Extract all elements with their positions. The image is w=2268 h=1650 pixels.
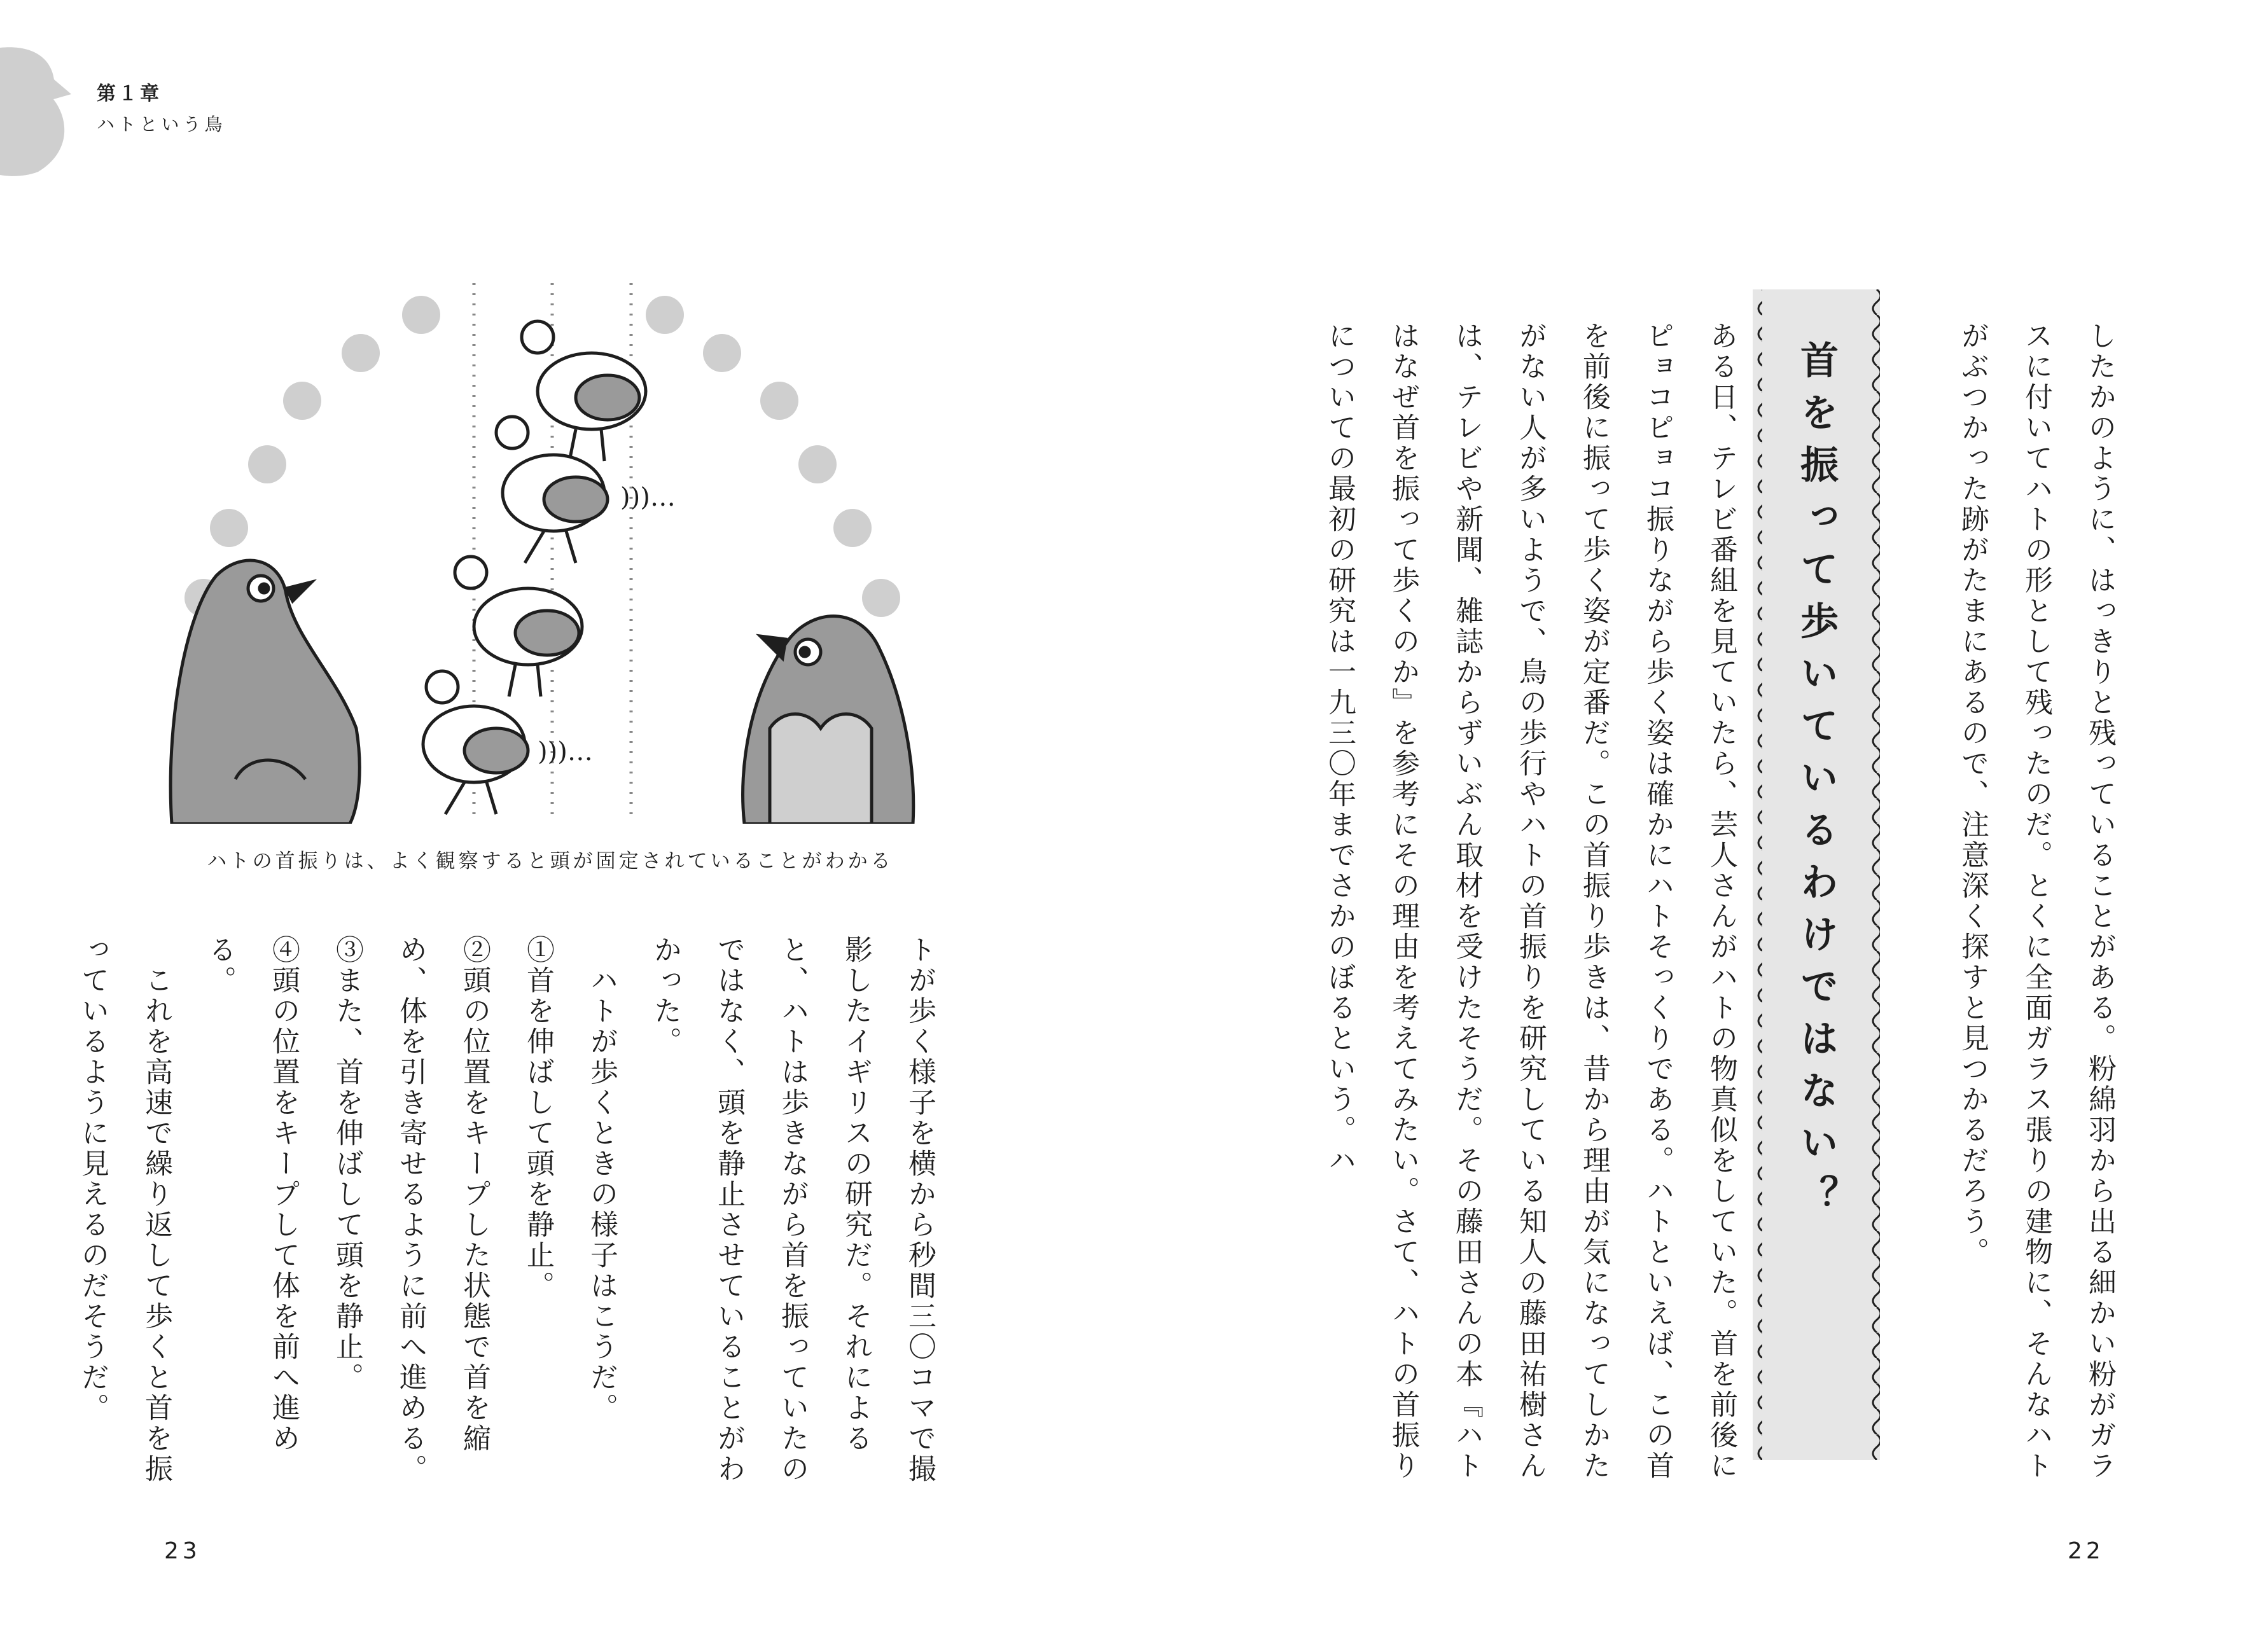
page-number-right: 22 xyxy=(2068,1538,2105,1564)
left-paragraph: これを高速で繰り返して歩くと首を振っているように見えるのだそうだ。 xyxy=(76,935,172,1485)
section-heading-box xyxy=(1753,289,1880,1460)
left-page-text xyxy=(76,935,951,1508)
walking-pigeon-icon xyxy=(423,321,676,814)
svg-text:)))…: )))… xyxy=(620,483,676,512)
main-body-text xyxy=(1304,321,1753,1492)
right-page-paragraph xyxy=(1934,321,2131,1492)
chapter-title: ハトという鳥 xyxy=(97,114,226,135)
left-paragraph: トが歩く様子を横から秒間三〇コマで撮影したイギリスの研究だ。それによると、ハトは歩きながら首を振っていたのではなく、頭を静止させていることがわかった。 xyxy=(649,935,936,1485)
paragraph-text: したかのように、はっきりと残っていることがある。粉綿羽から出る細かい粉がガラスに付いてハトの形として残ったのだ。とくに全面ガラス張りの建物に、そんなハトがぶつかった跡がたまにあるので、注意深く探すと見つかるだろう。 xyxy=(1956,321,2116,1481)
page-number-left: 23 xyxy=(164,1538,201,1564)
step-item: ③また、首を伸ばして頭を静止。 xyxy=(331,935,363,1393)
svg-text:)))…: )))… xyxy=(538,737,593,766)
pigeon-head-bob-illustration xyxy=(159,283,942,824)
chapter-number: 第１章 xyxy=(97,83,162,105)
left-paragraph: ハトが歩くときの様子はこうだ。 xyxy=(585,935,618,1424)
bird-thumbnail-icon xyxy=(0,45,76,178)
step-item: ①首を伸ばして頭を静止。 xyxy=(522,935,554,1301)
section-heading: 首を振って歩いているわけではない？ xyxy=(1794,340,1839,1227)
body-text: ある日、テレビ番組を見ていたら、芸人さんがハトの物真似をしていた。首を前後にピョコピョコ振りながら歩く姿は確かにハトそっくりである。ハトといえば、この首を前後に振って歩く姿が定番だ。この首振り歩きは、昔から理由が気になってしかたがない人が多いようで、鳥の歩行やハトの首振りを研究している知人の藤田祐樹さんは、テレビや新聞、雑誌からずいぶん取材を受けたそうだ。その藤田さんの本『ハトはなぜ首を振って歩くのか』を参考にその理由を考えてみたい。さて、ハトの首振りについての最初の研究は一九三〇年までさかのぼるという。ハ xyxy=(1323,321,1737,1481)
step-item: ④頭の位置をキープして体を前へ進める。 xyxy=(204,935,300,1454)
large-pigeon-right-icon xyxy=(743,616,914,824)
step-item: ②頭の位置をキープした状態で首を縮め、体を引き寄せるように前へ進める。 xyxy=(394,935,490,1485)
figure-caption: ハトの首振りは、よく観察すると頭が固定されていることがわかる xyxy=(207,850,894,873)
